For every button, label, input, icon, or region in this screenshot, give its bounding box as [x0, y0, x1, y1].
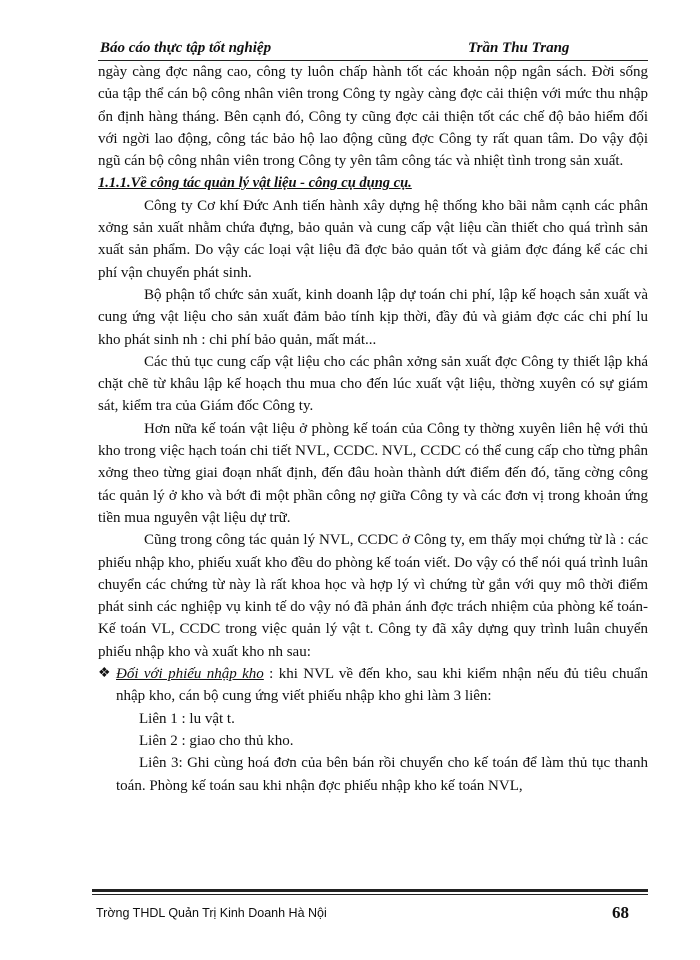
- footer-rule-thin: [92, 894, 648, 895]
- footer-rule-thick: [92, 889, 648, 892]
- page-number: 68: [612, 903, 629, 922]
- paragraph-procedures: Các thủ tục cung cấp vật liệu cho các phân xởng sản xuất đợc Công ty thiết lập khá chặt chẽ từ khâu lập kế hoạch thu mua cho đến lúc xuất vật liệu, thờng xuyên có sự giám sát, kiểm tra của Giám đốc Công ty.: [98, 353, 648, 415]
- body-text: [98, 61, 648, 797]
- bullet-item-receipt: [98, 663, 648, 708]
- bullet-text: : khi NVL về đến kho, sau khi kiểm nhận nếu đủ tiêu chuẩn nhập kho, cán bộ cung ứng viết phiếu nhập kho ghi làm 3 liên:: [116, 666, 648, 705]
- header-author-name: Trần Thu Trang: [468, 40, 570, 56]
- copy-line-2: Liên 2 : giao cho thủ kho.: [139, 732, 294, 749]
- paragraph-warehouse: Công ty Cơ khí Đức Anh tiến hành xây dựng hệ thống kho bãi nằm cạnh các phân xởng sản xuất nhằm chứa đựng, bảo quản và cung cấp vật liệu cần thiết cho quá trình sản xuất sản phẩm. Do vậy các loại vật liệu đã đợc bảo quản tốt và giảm đợc đáng kể các chi phí vận chuyển phát sinh.: [98, 197, 648, 281]
- paragraph-planning: Bộ phận tổ chức sản xuất, kinh doanh lập dự toán chi phí, lập kế hoạch sản xuất và cung ứng vật liệu cho sản xuất đảm bảo tính kịp thời, đầy đủ và giảm đợc các chi phí lu kho phát sinh nh : chi phí bảo quản, mất mát...: [98, 286, 648, 348]
- header-report-title: Báo cáo thực tập tốt nghiệp: [100, 40, 272, 56]
- page-header: [98, 38, 646, 58]
- copy-line-1: Liên 1 : lu vật t.: [139, 710, 235, 727]
- paragraph-intro: ngày càng đợc nâng cao, công ty luôn chấp hành tốt các khoản nộp ngân sách. Đời sống của tập thể cán bộ công nhân viên trong Công ty ngày càng đợc cải thiện với mức thu nhập ổn định hàng tháng. Bên cạnh đó, Công ty cũng đợc cải thiện tốt các chế độ bảo hiểm đối với ngời lao động, công tác bảo hộ lao động cũng đợc Công ty rất quan tâm. Do vậy đội ngũ cán bộ công nhân viên trong Công ty yên tâm công tác và nhiệt tình trong sản xuất.: [98, 64, 648, 170]
- footer-school-name: Trờng THDL Quản Trị Kinh Doanh Hà Nội: [96, 906, 327, 920]
- paragraph-documents: Cũng trong công tác quản lý NVL, CCDC ở Công ty, em thấy mọi chứng từ là : các phiếu nhập kho, phiếu xuất kho đều do phòng kế toán viết. Do vậy có thể nói quá trình luân chuyển các chứng từ này là rất khoa học và hợp lý vì chứng từ gắn với quy mô thời điểm phát sinh các nghiệp vụ kinh tế do vậy nó đã phản ánh đợc trách nhiệm của phòng kế toán-Kế toán VL, CCDC trong việc quản lý vật t. Công ty đã xây dựng quy trình luân chuyển phiếu nhập kho và xuất kho nh sau:: [98, 532, 648, 660]
- paragraph-accounting: Hơn nữa kế toán vật liệu ở phòng kế toán của Công ty thờng xuyên liên hệ với thủ kho trong việc hạch toán chi tiết NVL, CCDC. NVL, CCDC có thể cung cấp cho từng phân xởng theo từng giai đoạn nhất định, đến đâu hoàn thành dứt điểm đến đó, tăng cờng công tác quản lý ở kho và bớt đi một phần công nợ giữa Công ty và các đơn vị trong khoản ứng tiền mua nguyên vật liệu dự trữ.: [98, 420, 648, 526]
- copy-line-3: Liên 3: Ghi cùng hoá đơn của bên bán rồi chuyển cho kế toán để làm thủ tục thanh toán. Phòng kế toán sau khi nhận đợc phiếu nhập kho kế toán NVL,: [116, 755, 648, 794]
- section-heading: 1.1.1.Về công tác quản lý vật liệu - công cụ dụng cụ.: [98, 175, 412, 192]
- bullet-lead: Đối với phiếu nhập kho: [116, 666, 264, 683]
- diamond-bullet-icon: ❖: [98, 666, 111, 682]
